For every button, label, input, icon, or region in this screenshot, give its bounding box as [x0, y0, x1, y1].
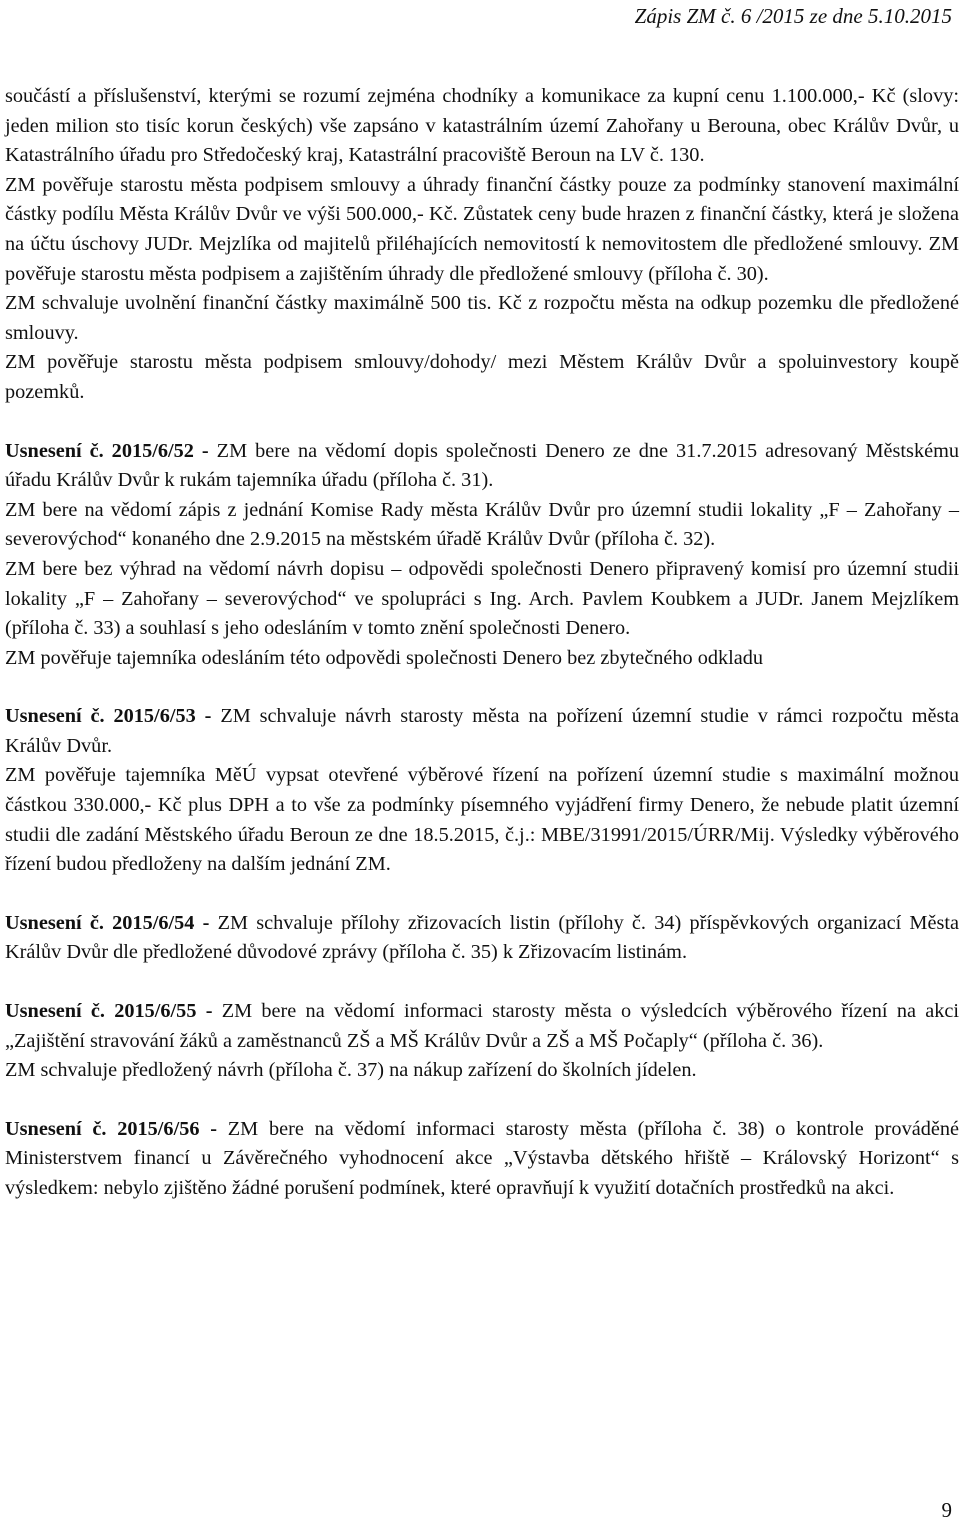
body-paragraph: ZM bere na vědomí zápis z jednání Komise Rady města Králův Dvůr pro územní studii lokality „F – Zahořany – severovýchod“ konaného dne 2.9.2015 na městském úřadě Králův Dvůr (příloha č. 32).: [5, 498, 959, 551]
body-paragraph: ZM pověřuje tajemníka odesláním této odpovědi společnosti Denero bez zbytečného odkladu: [5, 646, 764, 669]
resolution-paragraph: [5, 909, 959, 968]
resolution-paragraph: [5, 437, 959, 496]
resolution-text: ZM bere na vědomí dopis společnosti Denero ze dne 31.7.2015 adresovaný Městskému úřadu Králův Dvůr k rukám tajemníka úřadu (příloha č. 31).: [5, 439, 960, 492]
resolution-heading: Usnesení č. 2015/6/54 -: [5, 911, 210, 934]
resolution-heading: Usnesení č. 2015/6/53 -: [5, 705, 212, 728]
section-spacer: [5, 673, 959, 702]
page-number: 9: [941, 1498, 952, 1523]
body-paragraph: ZM schvaluje předložený návrh (příloha č. 37) na nákup zařízení do školních jídelen.: [5, 1059, 697, 1082]
resolution-paragraph: [5, 997, 959, 1056]
section-spacer: [5, 880, 959, 909]
document-body: [5, 82, 959, 1204]
body-paragraph: ZM pověřuje tajemníka MěÚ vypsat otevřené výběrové řízení na pořízení územní studie s maximální možnou částkou 330.000,- Kč plus DPH a to vše za podmínky písemného vyjádření firmy Denero, že nebude platit územní studii dle zadání Městského úřadu Beroun ze dne 18.5.2015, č.j.: MBE/31991/2015/ÚRR/Mij. Výsledky výběrového řízení budou předloženy na dalším jednání ZM.: [5, 764, 959, 876]
resolution-text: ZM schvaluje přílohy zřizovacích listin (přílohy č. 34) příspěvkových organizací Města Králův Dvůr dle předložené důvodové zprávy (příloha č. 35) k Zřizovacím listinám.: [5, 911, 960, 964]
resolution-text: ZM schvaluje návrh starosty města na pořízení územní studie v rámci rozpočtu města Králův Dvůr.: [5, 705, 960, 757]
body-paragraph: ZM pověřuje starostu města podpisem smlouvy a úhrady finanční částky pouze za podmínky stanovení maximální částky podílu Města Králův Dvůr ve výši 500.000,- Kč. Zůstatek ceny bude hrazen z finanční částky, která je složena na účtu úschovy JUDr. Mejzlíka od majitelů přiléhajících nemovitostí k nemovitostem dle předložené smlouvy. ZM pověřuje starostu města podpisem a zajištěním úhrady dle předložené smlouvy (příloha č. 30).: [5, 173, 959, 285]
resolution-heading: Usnesení č. 2015/6/56 -: [5, 1117, 218, 1140]
section-spacer: [5, 1086, 959, 1115]
resolution-heading: Usnesení č. 2015/6/55 -: [5, 1000, 213, 1023]
resolution-text: ZM bere na vědomí informaci starosty města o výsledcích výběrového řízení na akci „Zajištění stravování žáků a zaměstnanců ZŠ a MŠ Králův Dvůr a ZŠ a MŠ Počaply“ (příloha č. 36).: [5, 1000, 959, 1052]
document-header: Zápis ZM č. 6 /2015 ze dne 5.10.2015: [634, 4, 952, 28]
body-paragraph: ZM pověřuje starostu města podpisem smlouvy/dohody/ mezi Městem Králův Dvůr a spoluinvestory koupě pozemků.: [5, 351, 959, 403]
body-paragraph: součástí a příslušenství, kterými se rozumí zejména chodníky a komunikace za kupní cenu 1.100.000,- Kč (slovy: jeden milion sto tisíc korun českých) vše zapsáno v katastrálním území Zahořany u Berouna, obec Králův Dvůr, u Katastrálního úřadu pro Středočeský kraj, Katastrální pracoviště Beroun na LV č. 130.: [5, 85, 959, 167]
resolution-paragraph: [5, 1115, 959, 1204]
resolution-heading: Usnesení č. 2015/6/52 -: [5, 439, 209, 462]
section-spacer: [5, 968, 959, 997]
section-spacer: [5, 408, 959, 437]
body-paragraph: ZM schvaluje uvolnění finanční částky maximálně 500 tis. Kč z rozpočtu města na odkup pozemku dle předložené smlouvy.: [5, 292, 959, 344]
body-paragraph: ZM bere bez výhrad na vědomí návrh dopisu – odpovědi společnosti Denero připravený komisí pro územní studii lokality „F – Zahořany – severovýchod“ ve spolupráci s Ing. Arch. Pavlem Koubkem a JUDr. Janem Mejzlíkem (příloha č. 33) a souhlasí s jeho odesláním v tomto znění společnosti Denero.: [5, 557, 959, 640]
resolution-text: ZM bere na vědomí informaci starosty města (příloha č. 38) o kontrole prováděné Ministerstvem financí u Závěrečného vyhodnocení akce „Výstavba dětského hřiště – Královský Horizont“ s výsledkem: nebylo zjištěno žádné porušení podmínek, které opravňují k využití dotačních prostředků na akci.: [5, 1117, 959, 1199]
resolution-paragraph: [5, 702, 959, 761]
